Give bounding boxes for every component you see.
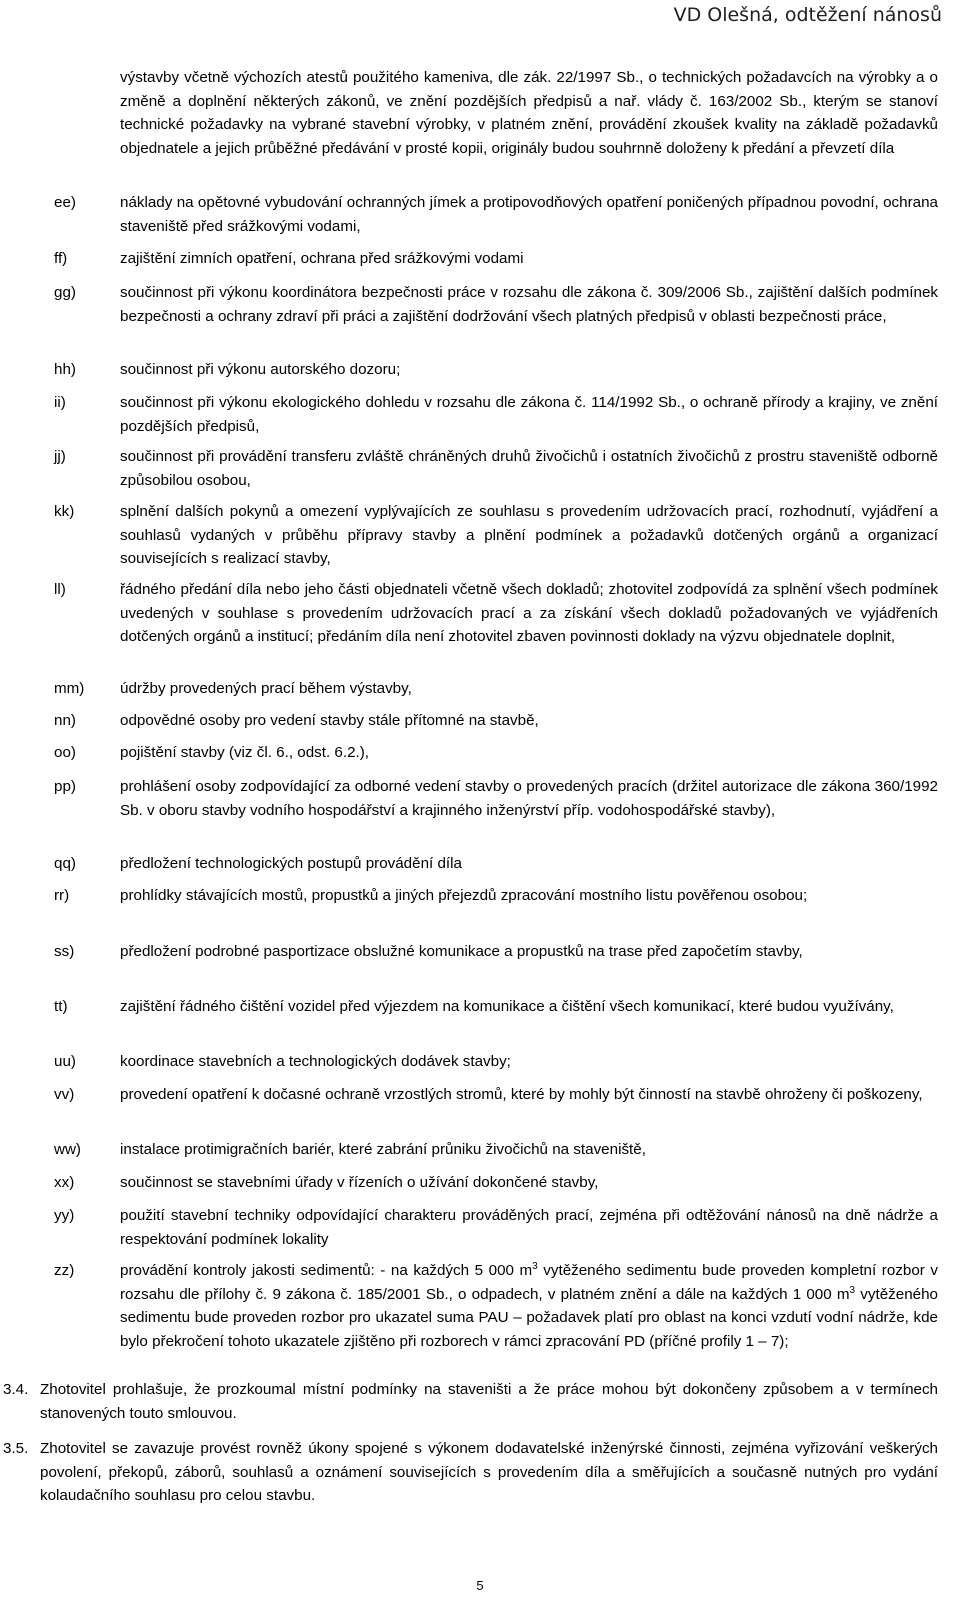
zz-text-part-c: vytěženého sedimentu bude proveden rozbor pro ukazatel suma PAU – požadavek platí pro oblast na konci vzdutí vodní nádrže, kde bylo překročení tohoto ukazatele zjištěno při rozborech v rámci zpracování PD (příčné profily 1 – 7); <box>120 1285 938 1350</box>
continuation-paragraph: výstavby včetně výchozích atestů použitého kameniva, dle zák. 22/1997 Sb., o technických požadavcích na výrobky a o změně a doplnění některých zákonů, ve znění pozdějších předpisů a nař. vlády č. 163/2002 Sb., kterým se stanoví technické požadavky na vybrané stavební výrobky, v platném znění, provádění zkoušek kvality na základě požadavků objednatele a jejich průběžné předávání v prosté kopii, originály budou souhrnně doloženy k předání a převzetí díla <box>120 69 938 157</box>
list-item-text: předložení technologických postupů provádění díla <box>120 855 462 872</box>
list-item-text: údržby provedených prací během výstavby, <box>120 680 412 697</box>
zz-text-part-b: vytěženého sedimentu bude proveden kompletní rozbor v rozsahu dle přílohy č. 9 zákona č. 185/2001 Sb., o odpadech, v platném znění a dále na každých 1 000 m <box>120 1262 938 1303</box>
section-text: Zhotovitel se zavazuje provést rovněž úkony spojené s výkonem dodavatelské inženýrské činnosti, zejména vyřizování veškerých povolení, překopů, záborů, souhlasů a oznámení souvisejících s provedením díla a směřujících a současně nutných pro vydání kolaudačního souhlasu pro celou stavbu. <box>40 1440 938 1504</box>
document-header: VD Olešná, odtěžení nánosů <box>673 4 942 26</box>
list-item-label: nn) <box>54 712 76 729</box>
list-item-label: rr) <box>54 887 70 904</box>
list-item-label: ff) <box>54 250 68 267</box>
list-item-label: ee) <box>54 194 76 211</box>
list-item-label: pp) <box>54 778 76 795</box>
list-item-label: jj) <box>54 448 66 465</box>
list-item-text: koordinace stavebních a technologických dodávek stavby; <box>120 1053 511 1070</box>
cubic-superscript: 3 <box>849 1284 856 1296</box>
list-item-label: yy) <box>54 1207 75 1224</box>
list-item-text: použití stavební techniky odpovídající charakteru prováděných prací, zejména při odtěžování nánosů na dně nádrže a respektování podmínek lokality <box>120 1207 938 1248</box>
list-item-label: zz) <box>54 1262 75 1279</box>
list-item-label: mm) <box>54 680 85 697</box>
section-number: 3.4. <box>3 1381 29 1398</box>
list-item-text: prohlídky stávajících mostů, propustků a jiných přejezdů zpracování mostního listu pověřenou osobou; <box>120 887 808 904</box>
list-item-label: ss) <box>54 943 75 960</box>
list-item-label: gg) <box>54 284 76 301</box>
list-item-text: pojištění stavby (viz čl. 6., odst. 6.2.), <box>120 744 370 761</box>
list-item-text: zajištění zimních opatření, ochrana před srážkovými vodami <box>120 250 524 267</box>
list-item-label: uu) <box>54 1053 76 1070</box>
list-item-label: ii) <box>54 394 66 411</box>
list-item-label: tt) <box>54 998 68 1015</box>
cubic-superscript: 3 <box>532 1260 538 1272</box>
list-item-text: instalace protimigračních bariér, které zabrání průniku živočichů na staveniště, <box>120 1141 646 1158</box>
list-item-label: hh) <box>54 361 76 378</box>
list-item-label: kk) <box>54 503 75 520</box>
page-number: 5 <box>476 1578 484 1593</box>
list-item-text: náklady na opětovné vybudování ochranných jímek a protipovodňových opatření poničených případnou povodní, ochrana staveniště před srážkovými vodami, <box>120 194 938 235</box>
list-item-text: součinnost při výkonu autorského dozoru; <box>120 361 401 378</box>
list-item-label: oo) <box>54 744 76 761</box>
list-item-text <box>120 1259 938 1353</box>
list-item-text: splnění dalších pokynů a omezení vyplývajících ze souhlasu s provedením udržovacích prací, rozhodnutí, vyjádření a souhlasů vydaných v průběhu přípravy stavby a plnění podmínek a požadavků dotčených orgánů a organizací souvisejících s realizací stavby, <box>120 503 938 567</box>
list-item-text: prohlášení osoby zodpovídající za odborné vedení stavby o provedených pracích (držitel autorizace dle zákona 360/1992 Sb. v oboru stavby vodního hospodářství a krajinného inženýrství příp. vodohospodářské stavby), <box>120 778 938 819</box>
list-item-label: ww) <box>54 1141 81 1158</box>
list-item-text: předložení podrobné pasportizace obslužné komunikace a propustků na trase před započetím stavby, <box>120 943 803 960</box>
section-number: 3.5. <box>3 1440 29 1457</box>
list-item-text: součinnost při provádění transferu zvláště chráněných druhů živočichů i ostatních živočichů z prostru staveniště odborně způsobilou osobou, <box>120 448 938 489</box>
list-item-label: vv) <box>54 1086 75 1103</box>
list-item-text: součinnost při výkonu ekologického dohledu v rozsahu dle zákona č. 114/1992 Sb., o ochraně přírody a krajiny, ve znění pozdějších předpisů, <box>120 394 938 435</box>
list-item-label: ll) <box>54 581 66 598</box>
list-item-text: součinnost při výkonu koordinátora bezpečnosti práce v rozsahu dle zákona č. 309/2006 Sb., zajištění dalších podmínek bezpečnosti a ochrany zdraví při práci a zajištění dodržování všech platných předpisů v oblasti bezpečnosti práce, <box>120 284 938 325</box>
list-item-text: odpovědné osoby pro vedení stavby stále přítomné na stavbě, <box>120 712 539 729</box>
section-text: Zhotovitel prohlašuje, že prozkoumal místní podmínky na staveništi a že práce mohou být dokončeny způsobem a v termínech stanovených touto smlouvou. <box>40 1381 938 1422</box>
list-item-text: provedení opatření k dočasné ochraně vrzostlých stromů, které by mohly být činností na stavbě ohroženy či poškozeny, <box>120 1086 923 1103</box>
list-item-label: qq) <box>54 855 76 872</box>
list-item-label: xx) <box>54 1174 75 1191</box>
zz-text-part-a: provádění kontroly jakosti sedimentů: - na každých 5 000 m <box>120 1262 533 1279</box>
list-item-text: součinnost se stavebními úřady v řízeních o užívání dokončené stavby, <box>120 1174 599 1191</box>
list-item-text: zajištění řádného čištění vozidel před výjezdem na komunikace a čištění všech komunikací, které budou využívány, <box>120 998 894 1015</box>
list-item-text: řádného předání díla nebo jeho části objednateli včetně všech dokladů; zhotovitel zodpovídá za splnění všech podmínek uvedených v souhlase s provedením udržovacích prací a za získání všech dokladů požadovaných ve vyjádřeních dotčených orgánů a institucí; předáním díla není zhotovitel zbaven povinnosti doklady na výzvu objednatele doplnit, <box>120 581 938 645</box>
